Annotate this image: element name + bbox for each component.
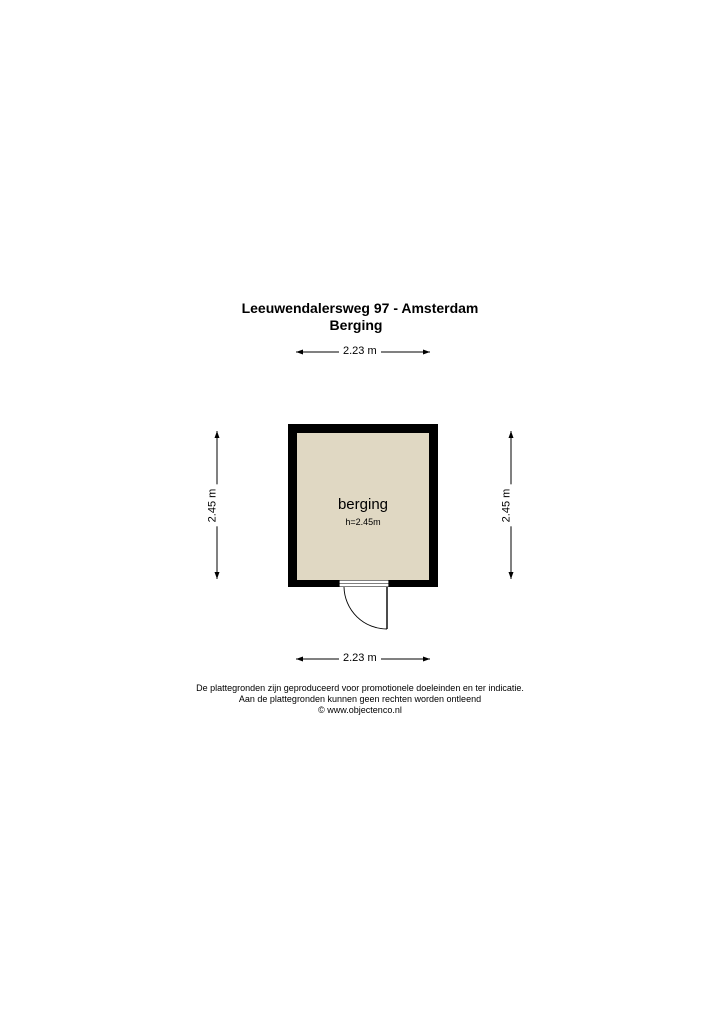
right-height-label: 2.45 m bbox=[500, 485, 513, 527]
bottom-width-label: 2.23 m bbox=[339, 652, 381, 665]
room-height: h=2.45m bbox=[345, 517, 381, 527]
top-width-label: 2.23 m bbox=[339, 345, 381, 358]
plan-subtitle: Berging bbox=[329, 317, 383, 333]
copyright-line: © www.objectenco.nl bbox=[318, 705, 402, 715]
disclaimer-line-2: Aan de plattegronden kunnen geen rechten worden ontleend bbox=[238, 694, 482, 704]
plan-title: Leeuwendalersweg 97 - Amsterdam bbox=[241, 300, 479, 316]
disclaimer-line-1: De plattegronden zijn geproduceerd voor promotionele doeleinden en ter indicatie. bbox=[196, 683, 524, 693]
door bbox=[339, 580, 389, 629]
door-swing-arc bbox=[344, 587, 387, 629]
left-height-label: 2.45 m bbox=[206, 485, 219, 527]
room-name: berging bbox=[337, 496, 389, 513]
